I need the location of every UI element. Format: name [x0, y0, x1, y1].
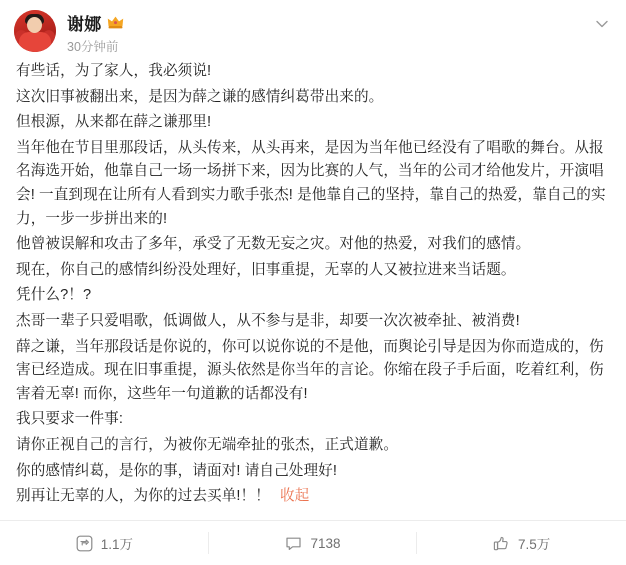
post-paragraph: 凭什么?！? — [16, 287, 92, 304]
repost-action[interactable] — [0, 521, 209, 565]
post-action-bar — [0, 520, 626, 565]
post-timestamp: 30分钟前 — [67, 40, 119, 54]
post-paragraph: 你的感情纠葛，是你的事，请面对! 请自己处理好! — [16, 462, 338, 479]
post-paragraph: 别再让无辜的人，为你的过去买单!！！ — [16, 488, 270, 505]
post-paragraph: 现在，你自己的感情纠纷没处理好，旧事重提，无辜的人又被拉进来当话题。 — [16, 261, 516, 278]
author-name-row — [67, 11, 124, 33]
post-paragraph: 但根源，从来都在薛之谦那里! — [16, 114, 212, 131]
chevron-down-icon[interactable] — [594, 16, 610, 32]
post-paragraph: 有些话，为了家人，我必须说! — [16, 63, 212, 79]
avatar[interactable] — [14, 10, 56, 52]
author-name[interactable]: 谢娜 — [67, 14, 102, 34]
like-action[interactable] — [417, 521, 626, 565]
like-count: 7.5万 — [518, 537, 551, 552]
post-paragraph: 我只要求一件事: — [16, 411, 124, 428]
post-paragraph-last — [16, 485, 610, 509]
post-header — [0, 0, 626, 56]
post-paragraph: 他曾被误解和攻击了多年，承受了无数无妄之灾。对他的热爱，对我们的感情。 — [16, 236, 531, 253]
repost-count: 1.1万 — [100, 537, 133, 552]
post-paragraph: 请你正视自己的言行，为被你无端牵扯的张杰，正式道歉。 — [16, 436, 399, 453]
comment-action[interactable] — [209, 521, 418, 565]
author-block — [67, 10, 124, 55]
post-content — [0, 56, 626, 520]
post-paragraph: 当年他在节目里那段话，从头传来，从头再来，是因为当年他已经没有了唱歌的舞台。从报名海选开始，他靠自己一场一场拼下来，因为比赛的人气，当年的公司才给他发片，开演唱会! 一直到现在让所有人看到实力歌手张杰! 是他靠自己的坚持，靠自己的热爱，靠自己的实力，一步一步拼出来的! — [16, 139, 606, 227]
comment-icon — [285, 535, 302, 552]
collapse-text-button[interactable]: 收起 — [279, 488, 310, 505]
crown-badge-icon — [107, 15, 124, 30]
post-paragraph: 这次旧事被翻出来，是因为薛之谦的感情纠葛带出来的。 — [16, 88, 384, 105]
like-icon — [493, 535, 510, 552]
user-avatar-image — [14, 10, 56, 52]
repost-icon — [76, 535, 93, 552]
post-paragraph: 杰哥一辈子只爱唱歌，低调做人，从不参与是非，却要一次次被牵扯、被消费! — [16, 312, 520, 329]
comment-count: 7138 — [310, 535, 341, 551]
post-paragraph: 薛之谦，当年那段话是你说的，你可以说你说的不是他，而舆论引导是因为你而造成的，伤害已经造成。现在旧事重提，源头依然是你当年的言论。你缩在段子手后面，吃着红利，伤害着无辜! 而你，这些年一句道歉的话都没有! — [16, 338, 604, 402]
